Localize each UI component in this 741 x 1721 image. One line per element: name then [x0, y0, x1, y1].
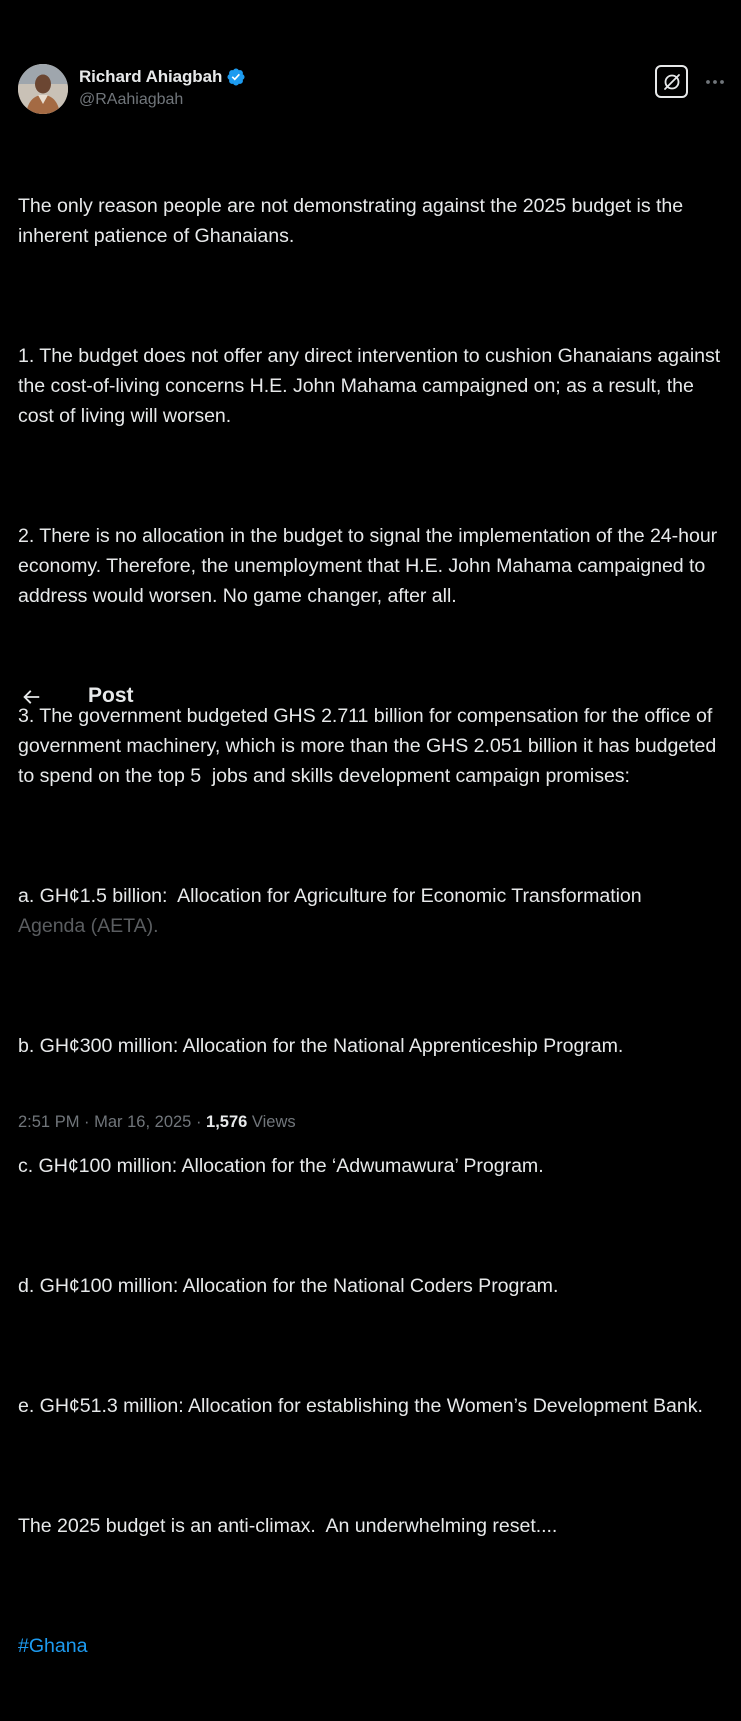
verified-badge-icon[interactable] — [226, 67, 246, 87]
tweet-paragraph: The only reason people are not demonstrating against the 2025 budget is the inherent patience of Ghanaians. — [18, 195, 689, 247]
author-info — [79, 66, 246, 109]
tweet-closing-line: The 2025 budget is an anti-climax. An underwhelming reset.... — [18, 1515, 558, 1537]
tweet-date[interactable]: Mar 16, 2025 — [94, 1113, 192, 1131]
grok-button[interactable] — [655, 65, 688, 98]
grok-icon — [662, 72, 682, 92]
tweet-list-item-a — [18, 881, 730, 941]
tweet-text — [18, 131, 730, 1721]
tweet-header — [18, 62, 728, 118]
tweet-list-item: e. GH¢51.3 million: Allocation for establishing the Women’s Development Bank. — [18, 1395, 703, 1417]
views-count: 1,576 — [206, 1113, 248, 1131]
meta-separator: · — [79, 1113, 95, 1131]
tweet-time[interactable]: 2:51 PM — [18, 1113, 80, 1131]
tweet-paragraph: 1. The budget does not offer any direct intervention to cushion Ghanaians against the cost-of-living concerns H.E. John Mahama campaigned on; as a result, the cost of living will worsen. — [18, 345, 726, 427]
tweet-list-item-a-line2: Agenda (AETA). — [18, 915, 159, 937]
tweet-paragraph: 2. There is no allocation in the budget to signal the implementation of the 24-hour economy. Therefore, the unemployment that H.E. John Mahama campaigned to address would worsen. No game changer, after all. — [18, 525, 723, 607]
author-handle[interactable]: @RAahiagbah — [79, 91, 184, 108]
tweet-list-item: b. GH¢300 million: Allocation for the National Apprenticeship Program. — [18, 1035, 624, 1057]
hashtag-link[interactable]: #Ghana — [18, 1635, 88, 1657]
tweet-meta — [18, 1113, 296, 1132]
author-display-name[interactable]: Richard Ahiagbah — [79, 67, 223, 86]
more-dots-icon — [705, 79, 725, 85]
tweet-paragraph: 3. The government budgeted GHS 2.711 billion for compensation for the office of government machinery, which is more than the GHS 2.051 billion it has budgeted to spend on the top 5 jobs and skills development campaign promises: — [18, 705, 722, 787]
views-label: Views — [247, 1113, 296, 1131]
tweet-list-item: d. GH¢100 million: Allocation for the National Coders Program. — [18, 1275, 559, 1297]
tweet-list-item: c. GH¢100 million: Allocation for the ‘Adwumawura’ Program. — [18, 1155, 544, 1177]
tweet-hashtag-row — [18, 1631, 730, 1661]
meta-separator: · — [191, 1113, 207, 1131]
more-options-button[interactable] — [704, 66, 726, 98]
avatar-image — [18, 64, 68, 114]
page-title: Post — [88, 684, 134, 707]
post-topbar — [0, 676, 741, 718]
avatar[interactable] — [18, 64, 68, 114]
tweet-list-item-a-line1: a. GH¢1.5 billion: Allocation for Agriculture for Economic Transformation — [18, 885, 642, 907]
back-arrow-icon[interactable] — [20, 686, 42, 708]
